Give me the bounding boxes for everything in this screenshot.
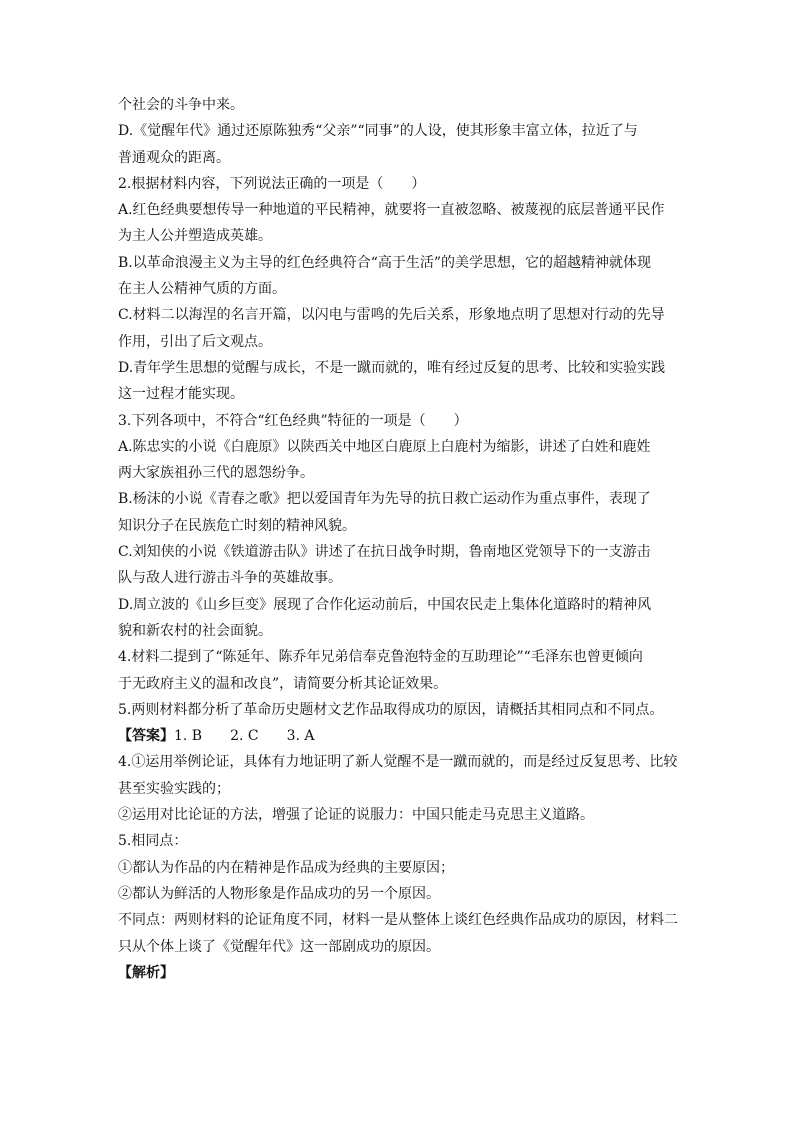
answer-5-line: 5.相同点：	[118, 833, 188, 850]
option-b-line: B.以革命浪漫主义为主导的红色经典符合“高于生活”的美学思想，它的超越精神就体现	[118, 254, 652, 271]
option-a-line: A.红色经典要想传导一种地道的平民精神，就要将一直被忽略、被蔑视的底层普通平民作	[118, 202, 665, 219]
text-line: 队与敌人进行游击斗争的英雄故事。	[118, 570, 342, 587]
answer-4-line: 4.①运用举例论证，具体有力地证明了新人觉醒不是一蹴而就的，而是经过反复思考、比较	[118, 754, 678, 771]
option-d-line: D.青年学生思想的觉醒与成长，不是一蹴而就的，唯有经过反复的思考、比较和实验实践	[118, 359, 666, 376]
option-a-line: A.陈忠实的小说《白鹿原》以陕西关中地区白鹿原上白鹿村为缩影，讲述了白姓和鹿姓	[118, 438, 651, 455]
document-body	[118, 92, 683, 986]
text-line: 甚至实验实践的；	[118, 780, 230, 797]
text-line: 普通观众的距离。	[118, 149, 230, 166]
text-line: 于无政府主义的温和改良”，请简要分析其论证效果。	[118, 675, 448, 692]
text-line: 貌和新农村的社会面貌。	[118, 622, 272, 639]
question-2: 2.根据材料内容，下列说法正确的一项是（ ）	[118, 175, 426, 192]
option-b-line: B.杨沫的小说《青春之歌》把以爱国青年为先导的抗日救亡运动作为重点事件，表现了	[118, 491, 651, 508]
analysis-line	[118, 960, 683, 986]
analysis-label: 【解析】	[118, 964, 174, 981]
question-3: 3.下列各项中，不符合“红色经典”特征的一项是（ ）	[118, 412, 468, 429]
text-line: 作用，引出了后文观点。	[118, 333, 272, 350]
text-line: 不同点：两则材料的论证角度不同，材料一是从整体上谈红色经典作品成功的原因，材料二	[118, 912, 678, 929]
text-line: 这一过程才能实现。	[118, 386, 244, 403]
text-line: 两大家族祖孙三代的恩怨纷争。	[118, 465, 314, 482]
text-line: ①都认为作品的内在精神是作品成为经典的主要原因；	[118, 859, 454, 876]
option-c-line: C.材料二以海涅的名言开篇，以闪电与雷鸣的先后关系，形象地点明了思想对行动的先导	[118, 307, 665, 324]
option-c-line: C.刘知侠的小说《铁道游击队》讲述了在抗日战争时期，鲁南地区党领导下的一支游击	[118, 544, 651, 561]
text-line: 知识分子在民族危亡时刻的精神风貌。	[118, 517, 356, 534]
text-line: 在主人公精神气质的方面。	[118, 281, 286, 298]
text-line: 为主人公并塑造成英雄。	[118, 228, 272, 245]
question-5: 5.两则材料都分析了革命历史题材文艺作品取得成功的原因，请概括其相同点和不同点。	[118, 701, 664, 718]
question-4: 4.材料二提到了“陈延年、陈乔年兄弟信奉克鲁泡特金的互助理论”“毛泽东也曾更倾向	[118, 649, 643, 666]
answer-label: 【答案】	[118, 728, 174, 745]
answer-values: 1. B 2. C 3. A	[174, 728, 315, 745]
answer-line	[118, 723, 683, 749]
option-d-line: D.周立波的《山乡巨变》展现了合作化运动前后，中国农民走上集体化道路时的精神风	[118, 596, 652, 613]
text-line: 只从个体上谈了《觉醒年代》这一部剧成功的原因。	[118, 938, 440, 955]
text-line: ②运用对比论证的方法，增强了论证的说服力：中国只能走马克思主义道路。	[118, 807, 594, 824]
text-line: 个社会的斗争中来。	[118, 97, 244, 113]
option-d-line: D.《觉醒年代》通过还原陈独秀“父亲”“同事”的人设，使其形象丰富立体，拉近了与	[118, 123, 638, 140]
text-line: ②都认为鲜活的人物形象是作品成功的另一个原因。	[118, 885, 440, 902]
